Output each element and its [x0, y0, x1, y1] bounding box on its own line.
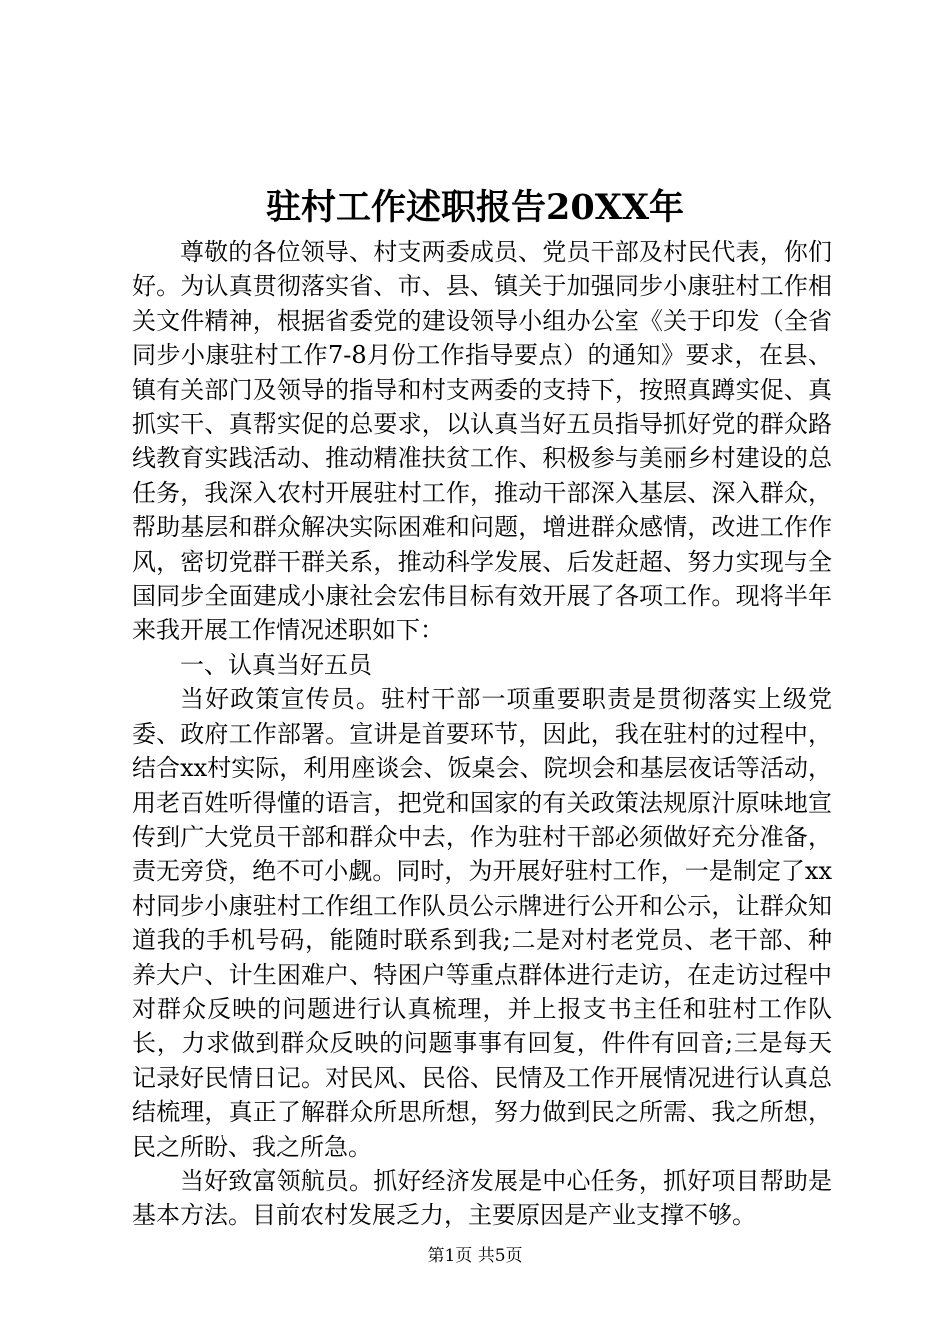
- paragraph-wealth-navigator: 当好致富领航员。抓好经济发展是中心任务，抓好项目帮助是基本方法。目前农村发展乏力，主要原因是产业支撑不够。: [132, 1166, 832, 1230]
- section-heading: 一、认真当好五员: [180, 650, 372, 679]
- page-number: 第1页 共5页: [427, 1246, 523, 1266]
- document-title: 驻村工作述职报告20XX年: [265, 187, 685, 228]
- paragraph-intro: 尊敬的各位领导、村支两委成员、党员干部及村民代表，你们好。为认真贯彻落实省、市、县、镇关于加强同步小康驻村工作相关文件精神，根据省委党的建设领导小组办公室《关于印发（全省同步小康驻村工作7-8月份工作指导要点）的通知》要求，在县、镇有关部门及领导的指导和村支两委的支持下，按照真蹲实促、真抓实干、真帮实促的总要求，以认真当好五员指导抓好党的群众路线教育实践活动、推动精准扶贫工作、积极参与美丽乡村建设的总任务，我深入农村开展驻村工作，推动干部深入基层、深入群众，帮助基层和群众解决实际困难和问题，增进群众感情，改进工作作风，密切党群干群关系，推动科学发展、后发赶超、努力实现与全国同步全面建成小康社会宏伟目标有效开展了各项工作。现将半年来我开展工作情况述职如下：: [132, 238, 832, 645]
- document-body: [132, 235, 832, 1233]
- paragraph-policy-promoter: 当好政策宣传员。驻村干部一项重要职责是贯彻落实上级党委、政府工作部署。宣讲是首要环节，因此，我在驻村的过程中，结合xx村实际，利用座谈会、饭桌会、院坝会和基层夜话等活动，用老百姓听得懂的语言，把党和国家的有关政策法规原汁原味地宣传到广大党员干部和群众中去，作为驻村干部必须做好充分准备，责无旁贷，绝不可小觑。同时，为开展好驻村工作，一是制定了xx村同步小康驻村工作组工作队员公示牌进行公开和公示，让群众知道我的手机号码，能随时联系到我;二是对村老党员、老干部、种养大户、计生困难户、特困户等重点群体进行走访，在走访过程中对群众反映的问题进行认真梳理，并上报支书主任和驻村工作队长，力求做到群众反映的问题事事有回复，件件有回音;三是每天记录好民情日记。对民风、民俗、民情及工作开展情况进行认真总结梳理，真正了解群众所思所想，努力做到民之所需、我之所想，民之所盼、我之所急。: [132, 685, 832, 1161]
